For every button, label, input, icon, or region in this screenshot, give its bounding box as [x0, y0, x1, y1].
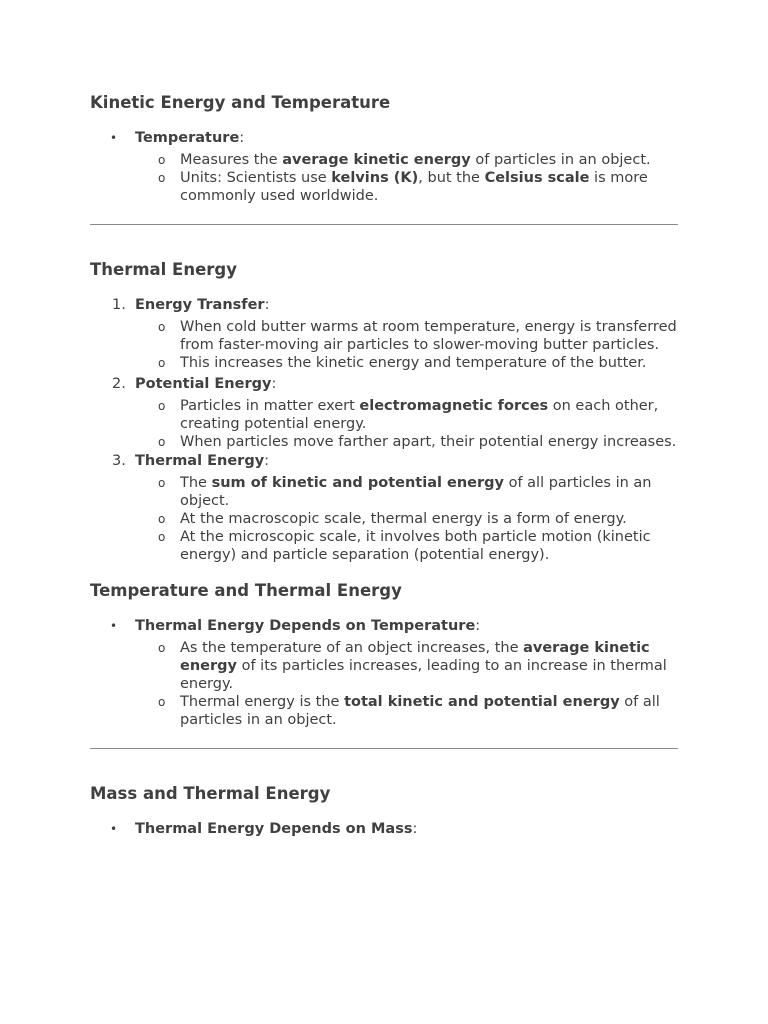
text: Units: Scientists use: [180, 170, 332, 186]
bold-text: average kinetic energy: [282, 152, 471, 168]
circle-bullet-icon: o: [158, 695, 166, 709]
sub-list-item: [135, 354, 678, 372]
text: Thermal energy is the: [180, 694, 345, 710]
sub-list-item: [135, 510, 678, 528]
bullet-icon: •: [110, 619, 118, 633]
bullet-icon: •: [110, 822, 118, 836]
circle-bullet-icon: o: [158, 171, 166, 185]
item-label: Thermal Energy Depends on Temperature: [135, 618, 476, 634]
bullet-icon: •: [110, 131, 118, 145]
item-label: Energy Transfer: [135, 297, 265, 313]
bold-text: average kinetic energy: [180, 640, 650, 674]
list-number: 2.: [112, 376, 126, 392]
list-item: [90, 452, 678, 564]
list-item: [90, 296, 678, 372]
bullet-list: [90, 129, 678, 205]
sub-list: [90, 474, 678, 564]
text: At the microscopic scale, it involves both particle motion (kinetic energy) and particle separation (potential energy).: [180, 529, 651, 563]
circle-bullet-icon: o: [158, 320, 166, 334]
item-label: Potential Energy: [135, 376, 272, 392]
bold-text: Celsius scale: [484, 170, 590, 186]
item-label: Thermal Energy: [135, 453, 265, 469]
circle-bullet-icon: o: [158, 530, 166, 544]
circle-bullet-icon: o: [158, 399, 166, 413]
sub-list: [90, 151, 678, 205]
colon: :: [264, 297, 270, 313]
list-item: [90, 129, 678, 205]
bullet-list: [90, 820, 678, 838]
circle-bullet-icon: o: [158, 641, 166, 655]
sub-list-item: [135, 151, 678, 169]
section-heading-kinetic-energy: Kinetic Energy and Temperature: [90, 93, 391, 112]
sub-list-item: [135, 693, 678, 729]
circle-bullet-icon: o: [158, 512, 166, 526]
sub-list: [90, 639, 678, 729]
colon: :: [271, 376, 277, 392]
sub-list-item: [135, 639, 678, 693]
list-number: 1.: [112, 297, 126, 313]
sub-list-item: [135, 169, 678, 205]
text: , but the: [418, 170, 485, 186]
sub-list: [90, 397, 678, 451]
text: of its particles increases, leading to an increase in thermal energy.: [180, 658, 667, 692]
document-page: [90, 92, 678, 838]
circle-bullet-icon: o: [158, 356, 166, 370]
list-item: [90, 375, 678, 451]
list-item: [90, 820, 678, 838]
text: Particles in matter exert: [180, 398, 360, 414]
list-number: 3.: [112, 453, 126, 469]
bold-text: kelvins (K): [331, 170, 419, 186]
text: This increases the kinetic energy and temperature of the butter.: [180, 355, 647, 371]
text: Measures the: [180, 152, 283, 168]
bullet-list: [90, 617, 678, 729]
text: The: [180, 475, 212, 491]
sub-list-item: [135, 474, 678, 510]
text: When particles move farther apart, their potential energy increases.: [180, 434, 677, 450]
text: of all particles in an object.: [180, 694, 660, 728]
section-heading-mass-thermal: Mass and Thermal Energy: [90, 784, 331, 803]
item-label: Temperature: [135, 130, 240, 146]
bold-text: electromagnetic forces: [359, 398, 549, 414]
text: on each other, creating potential energy.: [180, 398, 659, 432]
numbered-list: [90, 296, 678, 564]
text: When cold butter warms at room temperature, energy is transferred from faster-moving air particles to slower-moving butter particles.: [180, 319, 677, 353]
circle-bullet-icon: o: [158, 435, 166, 449]
colon: :: [412, 821, 418, 837]
colon: :: [239, 130, 245, 146]
text: of all particles in an object.: [180, 475, 652, 509]
section-heading-thermal-energy: Thermal Energy: [90, 260, 237, 279]
text: At the macroscopic scale, thermal energy is a form of energy.: [180, 511, 627, 527]
sub-list-item: [135, 397, 678, 433]
bold-text: sum of kinetic and potential energy: [211, 475, 504, 491]
sub-list-item: [135, 433, 678, 451]
sub-list-item: [135, 318, 678, 354]
bold-text: total kinetic and potential energy: [344, 694, 620, 710]
item-label: Thermal Energy Depends on Mass: [135, 821, 413, 837]
colon: :: [264, 453, 270, 469]
text: is more commonly used worldwide.: [180, 170, 648, 204]
list-item: [90, 617, 678, 729]
colon: :: [475, 618, 481, 634]
text: As the temperature of an object increases, the: [180, 640, 524, 656]
text: of particles in an object.: [470, 152, 651, 168]
sub-list: [90, 318, 678, 372]
sub-list-item: [135, 528, 678, 564]
circle-bullet-icon: o: [158, 153, 166, 167]
section-heading-temperature-thermal: Temperature and Thermal Energy: [90, 581, 402, 600]
circle-bullet-icon: o: [158, 476, 166, 490]
